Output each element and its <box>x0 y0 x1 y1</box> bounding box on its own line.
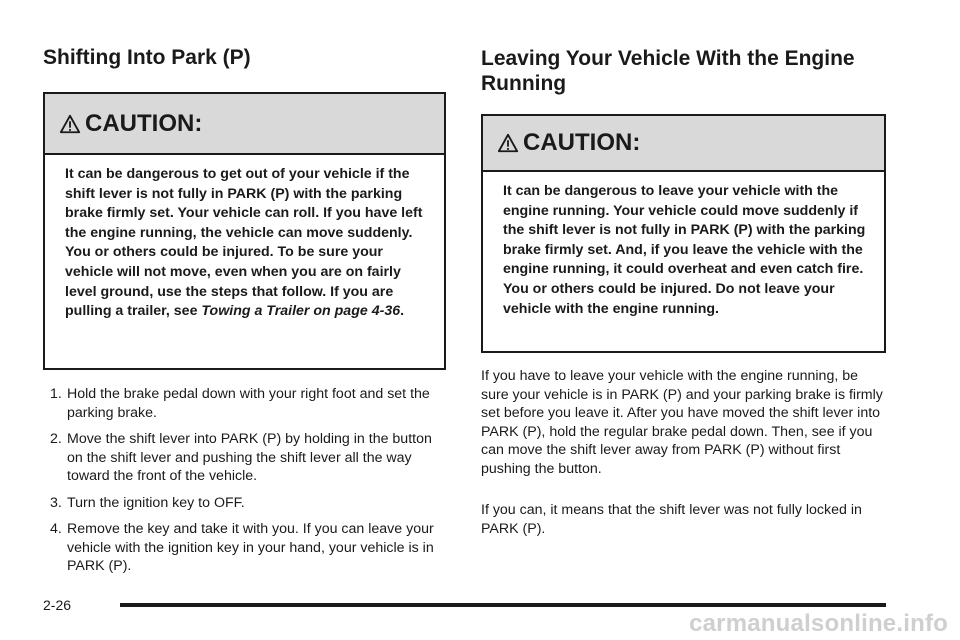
step-number: 4. <box>50 521 62 537</box>
caution-triangle-icon <box>497 132 519 154</box>
cross-reference-link[interactable]: Towing a Trailer on page 4-36 <box>201 303 401 320</box>
procedure-steps <box>43 385 446 584</box>
caution-title: CAUTION: <box>85 109 203 137</box>
watermark: carmanualsonline.info <box>689 610 948 637</box>
body-paragraph: If you can, it means that the shift lever was not fully locked in PARK (P). <box>481 502 862 537</box>
caution-triangle-icon <box>59 113 81 135</box>
caution-header <box>45 94 444 155</box>
caution-header <box>483 116 884 172</box>
caution-text <box>45 155 444 322</box>
list-item <box>43 494 446 513</box>
caution-box-engine-running <box>481 114 886 353</box>
step-text: Hold the brake pedal down with your right foot and set the parking brake. <box>67 386 430 421</box>
section-heading-shifting-into-park: Shifting Into Park (P) <box>43 46 251 69</box>
step-text: Turn the ignition key to OFF. <box>67 494 245 511</box>
step-number: 1. <box>50 386 62 402</box>
step-number: 3. <box>50 494 62 511</box>
footer-rule <box>120 603 886 607</box>
list-item <box>43 385 446 422</box>
caution-text: It can be dangerous to leave your vehicle with the engine running. Your vehicle could move suddenly if the shift lever is not fully in PARK (P) with the parking brake firmly set. And, if you leave the vehicle with the engine running, it could overheat and even catch fire. You or others could be injured. Do not leave your vehicle with the engine running. <box>503 183 866 317</box>
body-paragraph: If you have to leave your vehicle with the engine running, be sure your vehicle is in PARK (P) and your parking brake is firmly set before you leave it. After you have moved the shift lever into PARK (P), hold the regular brake pedal down. Then, see if you can move the shift lever away from PARK (P) without first pushing the button. <box>481 368 883 477</box>
caution-text-main: It can be dangerous to get out of your vehicle if the shift lever is not fully in PARK (P) with the parking brake firmly set. Your vehicle can roll. If you have left the engine running, the vehicle can move suddenly. You or others could be injured. To be sure your vehicle will not move, even when you are on fairly level ground, use the steps that follow. If you are pulling a trailer, see <box>65 166 423 320</box>
section-heading-leaving-vehicle: Leaving Your Vehicle With the Engine Running <box>481 47 855 95</box>
step-text: Remove the key and take it with you. If you can leave your vehicle with the ignition key in your hand, your vehicle is in PARK (P). <box>67 521 434 574</box>
list-item <box>43 520 446 576</box>
step-number: 2. <box>50 431 62 447</box>
caution-title: CAUTION: <box>523 129 641 156</box>
caution-box-park <box>43 92 446 370</box>
step-text: Move the shift lever into PARK (P) by holding in the button on the shift lever and pushing the shift lever all the way toward the front of the vehicle. <box>67 431 432 484</box>
list-item <box>43 430 446 486</box>
page-number: 2-26 <box>43 597 72 613</box>
caution-text-end: . <box>400 303 405 320</box>
